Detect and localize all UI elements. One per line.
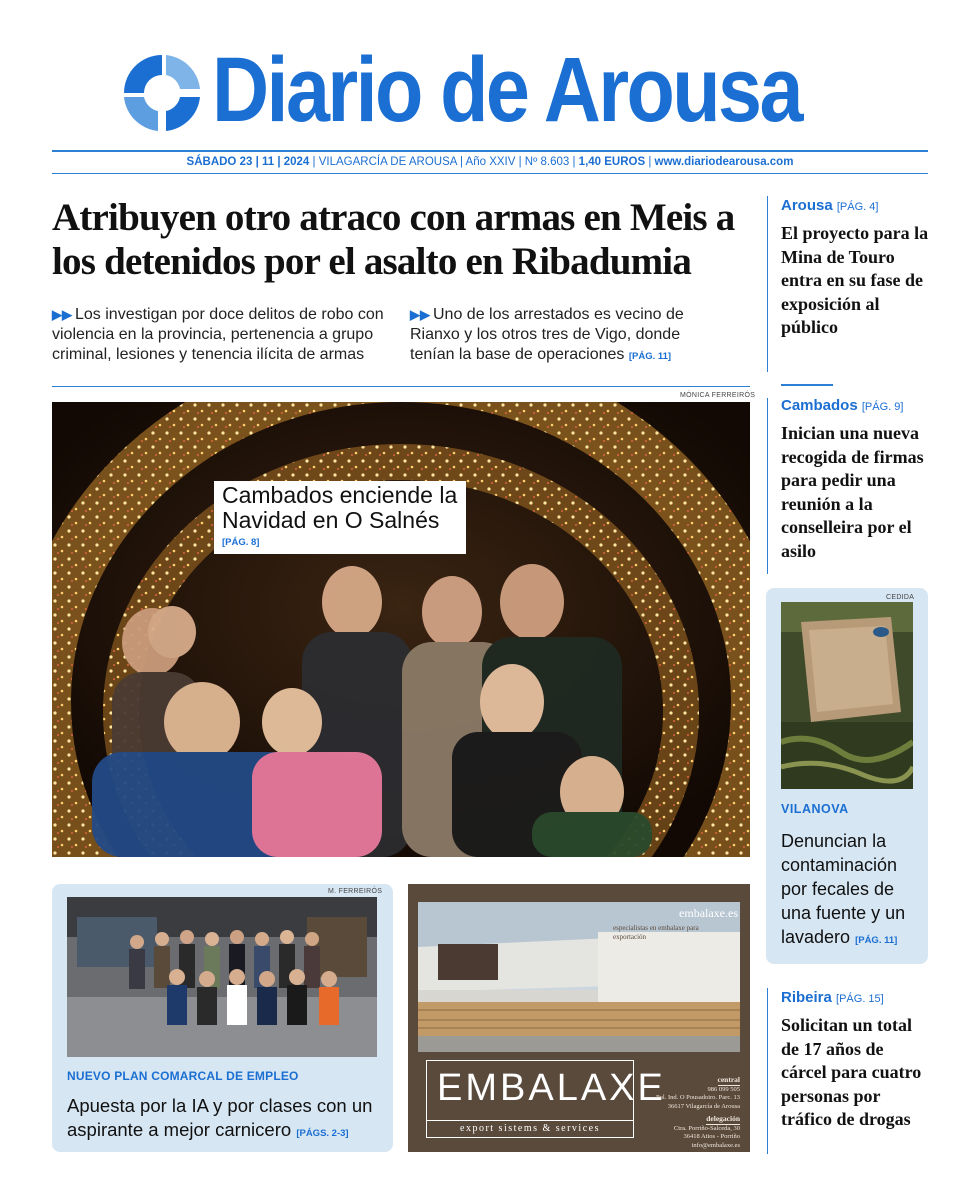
ad-central-label: central: [717, 1075, 740, 1084]
ad-sign-text: especialistas en embalaxe para exportación: [613, 924, 699, 941]
section-label: Ribeira: [781, 989, 832, 1006]
issue-place: VILAGARCÍA DE AROUSA: [318, 156, 457, 168]
column-rule: [767, 988, 768, 1154]
logo-ring-icon: [122, 53, 202, 133]
brief-headline: El proyecto para la Mina de Touro entra en su fase de exposición al público: [781, 223, 929, 337]
subhead-left-text: Los investigan por doce delitos de robo con violencia en la provincia, pertenencia a grupo criminal, lesiones y tenencia ilícita de armas: [52, 306, 384, 363]
brief-cambados[interactable]: [781, 397, 931, 563]
empleo-headline[interactable]: [67, 1094, 387, 1146]
ad-url[interactable]: embalaxe.es: [679, 906, 738, 920]
page-ref: [PÁG. 8]: [222, 537, 260, 548]
empleo-photo[interactable]: [67, 897, 377, 1057]
ad-logo: [426, 1060, 666, 1138]
subhead-right-text: Uno de los arrestados es vecino de Rianxo y los otros tres de Vigo, donde tenían la base de operaciones: [410, 306, 684, 363]
brief-headline: [781, 829, 926, 953]
photo-caption[interactable]: [214, 481, 466, 554]
christmas-arch-illustration: [52, 402, 750, 857]
ad-address: 36617 Vilagarcía de Arousa: [667, 1102, 740, 1110]
issue-price: 1,40 EUROS: [578, 156, 646, 168]
brief-headline: Solicitan un total de 17 años de cárcel para cuatro personas por tráfico de drogas: [781, 1015, 922, 1129]
vilanova-photo[interactable]: [781, 602, 913, 789]
page-ref: [PÁG. 15]: [836, 993, 884, 1005]
brief-headline: Inician una nueva recogida de firmas para pedir una reunión a la conselleira por el asilo: [781, 423, 924, 561]
section-label: Cambados: [781, 397, 858, 414]
advertisement-embalaxe[interactable]: [408, 884, 750, 1152]
group-photo-illustration: [67, 897, 377, 1057]
ad-phone: 986 099 505: [707, 1085, 740, 1093]
ad-address: Ctra. Porriño-Salceda, 30: [673, 1124, 740, 1132]
divider: [781, 384, 833, 386]
main-photo[interactable]: [52, 402, 750, 857]
page-ref[interactable]: [PÁG. 11]: [628, 351, 672, 362]
ad-email[interactable]: info@embalaxe.es: [691, 1141, 740, 1149]
dateline: SÁBADO 23 | 11 | 2024 | VILAGARCÍA DE AROUSA | Año XXIV | Nº 8.603 | 1,40 EUROS | www.diariodearousa.com: [52, 150, 928, 174]
brief-headline-text: Denuncian la contaminación por fecales de una fuente y un lavadero: [781, 831, 906, 947]
photo-credit: M. FERREIRÓS: [328, 888, 383, 895]
page-ref: [PÁGS. 2-3]: [296, 1128, 349, 1139]
ad-slogan: export sistems & services: [427, 1120, 633, 1134]
ad-address: Pol. Ind. O Pousadoiro. Parc. 13: [656, 1094, 740, 1101]
issue-date: SÁBADO 23 | 11 | 2024: [186, 156, 310, 168]
section-label: Arousa: [781, 197, 833, 214]
brief-ribeira[interactable]: [781, 989, 931, 1132]
fountain-illustration: [781, 602, 913, 789]
ad-brand: EMBALAXE: [437, 1067, 666, 1109]
double-arrow-icon: ▶▶: [52, 307, 72, 322]
ad-address: 36418 Atios - Porriño: [683, 1133, 740, 1140]
photo-credit: MÓNICA FERREIRÓS: [680, 392, 756, 399]
section-label: VILANOVA: [781, 802, 849, 816]
double-arrow-icon: ▶▶: [410, 307, 430, 322]
ad-delegation-label: delegación: [706, 1114, 740, 1123]
section-label: NUEVO PLAN COMARCAL DE EMPLEO: [67, 1069, 299, 1083]
column-rule: [767, 398, 768, 574]
lead-subhead-left: [52, 305, 392, 365]
divider: [52, 386, 750, 387]
issue-number: Nº 8.603: [524, 156, 570, 168]
issue-year: Año XXIV: [465, 156, 516, 168]
page-ref: [PÁG. 4]: [836, 201, 879, 213]
masthead: [0, 40, 980, 140]
newspaper-title: Diario de Arousa: [212, 39, 801, 141]
photo-credit: CEDIDA: [886, 594, 915, 601]
page-ref: [PÁG. 9]: [861, 401, 904, 413]
website-link[interactable]: www.diariodearousa.com: [654, 156, 794, 168]
lead-subhead-right: [410, 305, 710, 367]
column-rule: [767, 196, 768, 372]
lead-headline[interactable]: Atribuyen otro atraco con armas en Meis a los detenidos por el asalto en Ribadumia: [52, 196, 735, 283]
caption-title: Cambados enciende la Navidad en O Salnés: [222, 482, 458, 533]
ad-contact: [630, 1072, 740, 1150]
page-ref: [PÁG. 11]: [855, 935, 898, 946]
empleo-headline-text: Apuesta por la IA y por clases con un aspirante a mejor carnicero: [67, 1095, 373, 1140]
brief-arousa[interactable]: [781, 197, 931, 340]
